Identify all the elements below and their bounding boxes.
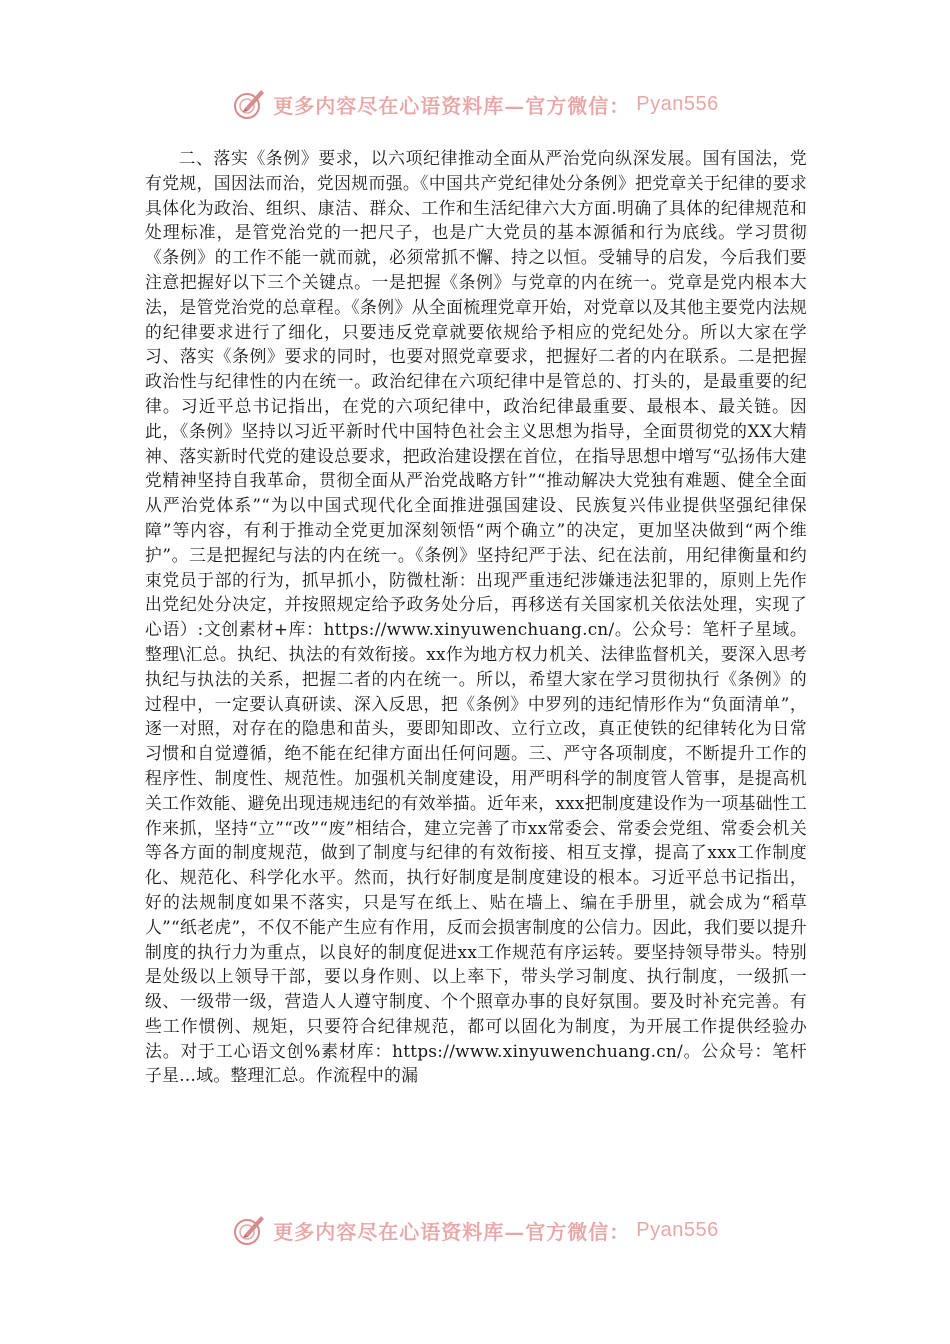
pen-nib-logo-icon <box>231 86 267 122</box>
footer-banner-text: 更多内容尽在心语资料库—官方微信： <box>273 1219 631 1244</box>
pen-nib-logo-icon <box>231 1212 267 1248</box>
header-banner <box>0 82 950 126</box>
banner-text: 更多内容尽在心语资料库—官方微信： <box>273 93 631 118</box>
banner-wechat-handle: Pyan556 <box>636 92 719 115</box>
footer-banner <box>0 1208 950 1252</box>
document-body <box>145 146 807 1088</box>
footer-wechat-handle: Pyan556 <box>636 1218 719 1241</box>
body-paragraph: 二、落实《条例》要求，以六项纪律推动全面从严治党向纵深发展。国有国法，党有党规，国因法而治，党因规而强。《中国共产党纪律处分条例》把党章关于纪律的要求具体化为政治、组织、康洁、群众、工作和生活纪律六大方面.明确了具体的纪律规范和处理标准，是管党治党的一把尺子，也是广大党员的基本源循和行为底线。学习贯彻《条例》的工作不能一就而就，必须常抓不懈、持之以恒。受辅导的启发，今后我们要注意把握好以下三个关键点。一是把握《条例》与党章的内在统一。党章是党内根本大法，是管党治党的总章程。《条例》从全面梳理党章开始，对党章以及其他主要党内法规的纪律要求进行了细化，只要违反党章就要依规给予相应的党纪处分。所以大家在学习、落实《条例》要求的同时，也要对照党章要求，把握好二者的内在联系。二是把握政治性与纪律性的内在统一。政治纪律在六项纪律中是管总的、打头的，是最重要的纪律。习近平总书记指出，在党的六项纪律中，政治纪律最重要、最根本、最关链。因此，《条例》坚持以习近平新时代中国特色社会主义思想为指导，全面贯彻党的XX大精神、落实新时代党的建设总要求，把政治建设摆在首位，在指导思想中增写“弘扬伟大建党精神坚持自我革命，贯彻全面从严治党战略方针”“推动解决大党独有难题、健全全面从严治党体系”“为以中国式现代化全面推进强国建设、民族复兴伟业提供坚强纪律保障”等内容，有利于推动全党更加深刻领悟“两个确立”的决定，更加坚决做到“两个维护”。三是把握纪与法的内在统一。《条例》坚持纪严于法、纪在法前，用纪律衡量和约束党员于部的行为，抓早抓小，防微杜渐：出现严重违纪涉嫌违法犯罪的，原则上先作出党纪处分决定，并按照规定给予政务处分后，再移送有关国家机关依法处理，实现了心语）:文创素材+库：https://www.xinyuwenchuang.cn/。公众号：笔杆子星域。整理\汇总。执纪、执法的有效衔接。xx作为地方权力机关、法律监督机关，要深入思考执纪与执法的关系，把握二者的内在统一。所以，希望大家在学习贯彻执行《条例》的过程中，一定要认真研读、深入反思，把《条例》中罗列的违纪情形作为“负面清单”，逐一对照，对存在的隐患和苗头，要即知即改、立行立改，真正使铁的纪律转化为日常习惯和自觉遵循，绝不能在纪律方面出任何问题。三、严守各项制度，不断提升工作的程序性、制度性、规范性。加强机关制度建设，用严明科学的制度管人管事，是提高机关工作效能、避免出现违规违纪的有效举描。近年来，xxx把制度建设作为一项基础性工作来抓，坚持“立”“改”“废”相结合，建立完善了市xx常委会、常委会党组、常委会机关等各方面的制度规范，做到了制度与纪律的有效衔接、相互支撑，提高了xxx工作制度化、规范化、科学化水平。然而，执行好制度是制度建设的根本。习近平总书记指出，好的法规制度如果不落实，只是写在纸上、贴在墙上、编在手册里，就会成为“稻草人”“纸老虎”，不仅不能产生应有作用，反而会损害制度的公信力。因此，我们要以提升制度的执行力为重点，以良好的制度促进xx工作规范有序运转。要坚持领导带头。特别是处级以上领导干部，要以身作则、以上率下，带头学习制度、执行制度，一级抓一级、一级带一级，营造人人遵守制度、个个照章办事的良好氛围。要及时补充完善。有些工作惯例、规矩，只要符合纪律规范，都可以固化为制度，为开展工作提供经验办法。对于工心语文创%素材库：https://www.xinyuwenchuang.cn/。公众号：笔杆子星…域。整理汇总。作流程中的漏 <box>145 148 807 1086</box>
